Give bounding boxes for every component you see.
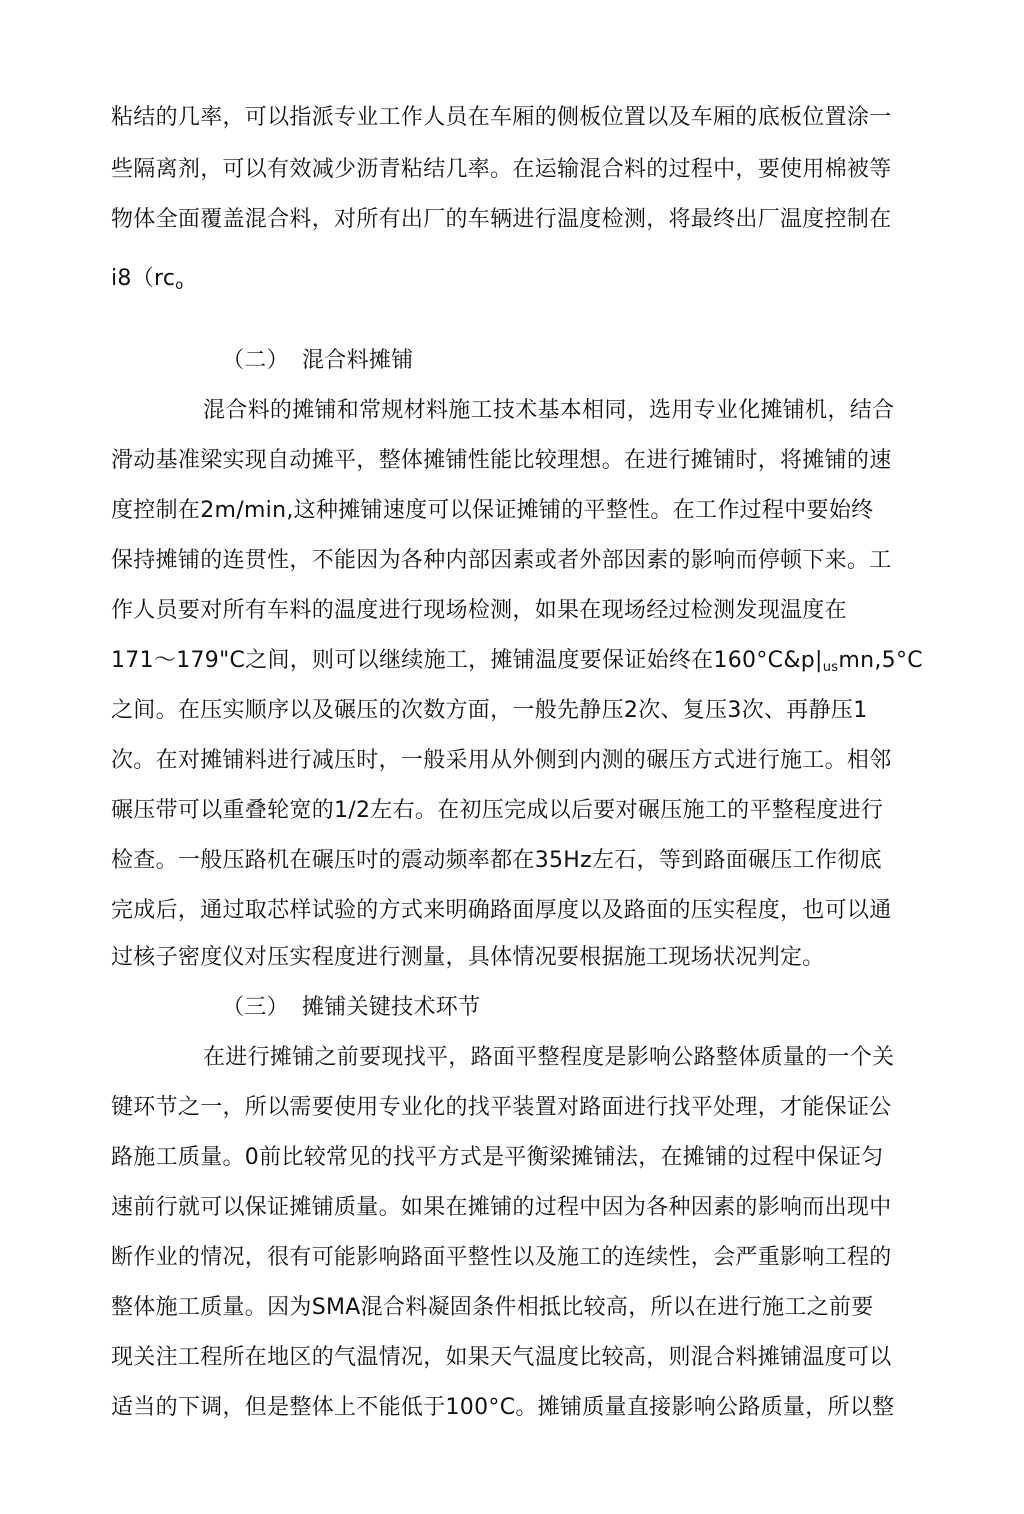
paragraph-line: 次。在对摊铺料进行减压时，一般采用从外侧到内测的碾压方式进行施工。相邻 [111, 748, 892, 773]
paragraph-line: 检查。一般压路机在碾压吋的震动频率都在35Hz左石，等到路面碾压工作彻底 [111, 848, 882, 873]
paragraph-line: 作人员要对所有车料的温度进行现场检测，如果在现场经过检测发现温度在 [111, 598, 847, 623]
temp-text-before: 171～179"C之间，则可以继续施工，摊铺温度要保证始终在160°C&p| [111, 648, 823, 673]
temp-text-after: mn,5°C [838, 648, 923, 673]
section-number: （二） [222, 348, 289, 373]
paragraph-line: 滑动基准梁实现自动摊平，整体摊铺性能比较理想。在进行摊铺时，将摊铺的速 [111, 448, 892, 473]
paragraph-line: 过核子密度仪对压实程度进行测量，具体情况要根据施工现场状况判定。 [111, 945, 825, 970]
paragraph-line: 保持摊铺的连贯性，不能因为各种内部因素或者外部因素的影响而停顿下来。工 [111, 548, 892, 573]
section-title: 摊铺关键技术环节 [302, 995, 481, 1020]
paragraph-line-temperature [111, 646, 923, 683]
ending-subscript: o [175, 278, 184, 293]
paragraph-line: 速前行就可以保证摊铺质量。如果在摊铺的过程中因为各种因素的影响而出现中 [111, 1195, 892, 1220]
paragraph-line: 完成后，通过取芯样试验的方式来明确路面厚度以及路面的压实程度，也可以通 [111, 898, 892, 923]
paragraph-line: 断作业的情况，很有可能影响路面平整性以及施工的连续性，会严重影响工程的 [111, 1245, 892, 1270]
paragraph-line: 在进行摊铺之前要现找平，路面平整程度是影响公路整体质量的一个关 [203, 1045, 895, 1070]
paragraph-line: 路施工质量。0前比较常见的找平方式是平衡梁摊铺法，在摊铺的过程中保证匀 [111, 1145, 884, 1170]
paragraph-line: 键环节之一，所以需要使用专业化的找平装置对路面进行找平处理，才能保证公 [111, 1095, 892, 1120]
paragraph-line: 物体全面覆盖混合料，对所有出厂的车辆进行温度检测，将最终出厂温度控制在 [111, 207, 892, 232]
paragraph-line-ending [111, 264, 184, 301]
paragraph-line: 混合料的摊铺和常规材料施工技术基本相同，选用专业化摊铺机，结合 [203, 398, 895, 423]
paragraph-line: 些隔离剂，可以有效减少沥青粘结几率。在运输混合料的过程中，要使用棉被等 [111, 157, 892, 182]
paragraph-line: 适当的下调，但是整体上不能低于100°C。摊铺质量直接影响公路质量，所以整 [111, 1395, 895, 1420]
section-heading-2 [222, 346, 414, 376]
ending-text: i8（rc [111, 266, 176, 291]
section-title: 混合料摊铺 [302, 348, 414, 373]
section-heading-3 [222, 993, 480, 1023]
paragraph-line: 度控制在2m/min,这种摊铺速度可以保证摊铺的平整性。在工作过程中要始终 [111, 498, 874, 523]
temp-subscript: us [822, 660, 839, 675]
paragraph-line: 整体施工质量。因为SMA混合料凝固条件相抵比较高，所以在进行施工之前要 [111, 1295, 874, 1320]
paragraph-line: 现关注工程所在地区的气温情况，如果天气温度比较高，则混合料摊铺温度可以 [111, 1345, 892, 1370]
paragraph-line: 之间。在压实顺序以及碾压的次数方面，一般先静压2次、复压3次、再静压1 [111, 698, 868, 723]
paragraph-line: 粘结的几率，可以指派专业工作人员在车厢的侧板位置以及车厢的底板位置涂一 [111, 105, 892, 130]
paragraph-line: 碾压带可以重叠轮宽的1/2左右。在初压完成以后要对碾压施工的平整程度进行 [111, 798, 884, 823]
section-number: （三） [222, 995, 289, 1020]
